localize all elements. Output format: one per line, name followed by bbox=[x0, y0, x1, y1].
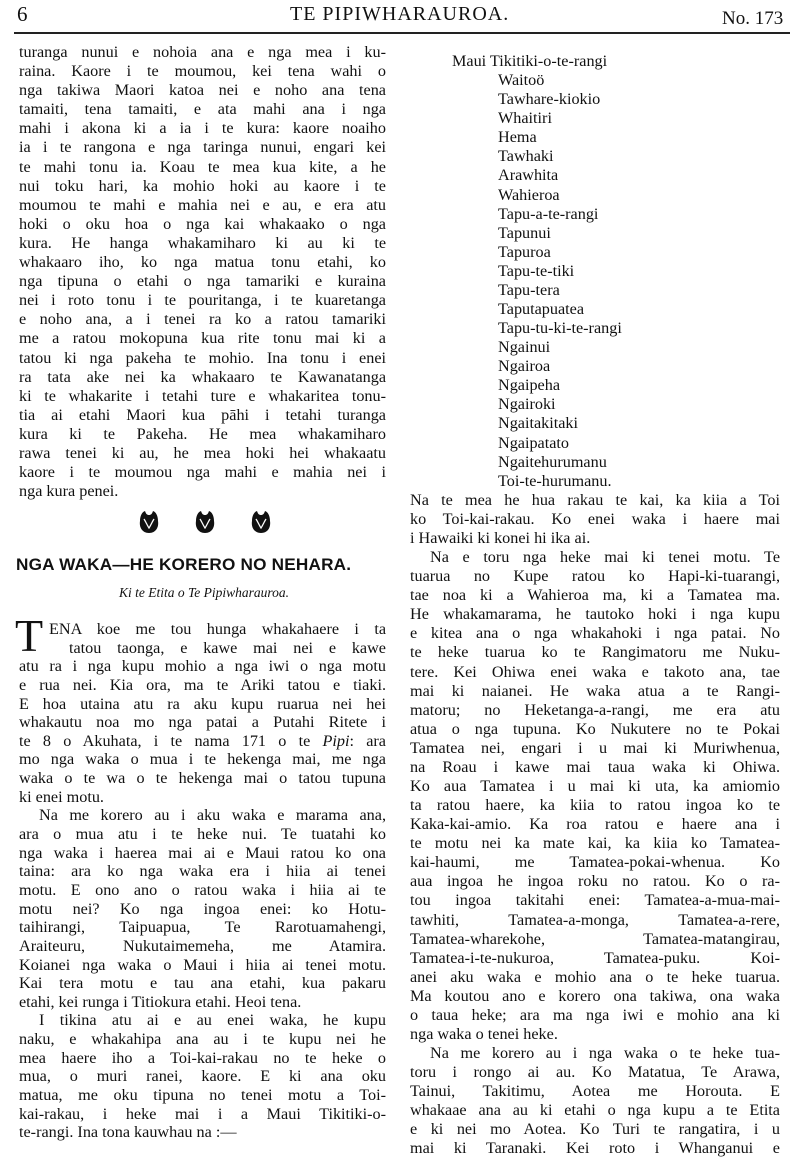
text-line: ko Toi-kai-rakau. Ko enei waka i haere mai bbox=[410, 509, 780, 528]
left-column-top bbox=[19, 43, 386, 501]
page-number: 6 bbox=[17, 2, 28, 26]
text-line: Ko aua Tamatea i u mai ki uta, ka amiomio bbox=[410, 776, 780, 795]
text-line: Na me korero au i nga waka o te heke tua- bbox=[430, 1044, 780, 1063]
text-line: kura ki te Pakeha. He mea whakamiharo bbox=[19, 424, 386, 443]
paragraph bbox=[410, 1044, 780, 1158]
paragraph bbox=[19, 43, 386, 501]
text-line: tere. Kei Ohiwa enei waka e takoto ana, tae bbox=[410, 662, 780, 681]
text-line: kai-haumi, me Tamatea-pokai-whenua. Ko bbox=[410, 853, 780, 872]
text-line: toru i rongo ai au. Ko Matatua, Te Arawa, bbox=[410, 1063, 780, 1082]
text-line: te mahi tonu ia. Koau te mea kua kite, a he bbox=[19, 157, 386, 176]
text-line: e noho ana, a i tenei ra ko a ratou tamariki bbox=[19, 310, 386, 329]
genealogy-item: Tapu-tera bbox=[498, 280, 560, 299]
text-line: mai ki naianei. He waka atua a te Rangi- bbox=[410, 681, 780, 700]
ornament-divider bbox=[0, 510, 400, 534]
text-line: nga kura penei. bbox=[19, 482, 119, 501]
text-line: Kai tera motu e tau ana etahi, kua pakaru bbox=[19, 974, 386, 993]
text-line: tawhiti, Tamatea-a-monga, Tamatea-a-rere, bbox=[410, 910, 780, 929]
text-line: E hoa utaina atu ra aku kupu ruarua nei hei bbox=[19, 694, 386, 713]
genealogy-item: Ngaipatato bbox=[498, 433, 570, 452]
text-line bbox=[19, 732, 386, 751]
text-line: tuarua no Kupe ratou ko Hapi-ki-tuarangi, bbox=[410, 567, 780, 586]
text-line: rawa tenei ki au, he mea hoki hei whakaatu bbox=[19, 443, 386, 462]
text-line: e ki nei mo Aotea. Ko Turi te rangatira, i u bbox=[410, 1120, 780, 1139]
text-line: kaore i te moumou nga mahi e mahia nei i bbox=[19, 463, 386, 482]
text-line: mea haere iho a Toi-kai-rakau no te heke o bbox=[19, 1048, 386, 1067]
text-line: Kaka-kai-amio. Ka roa ratou e haere ana i bbox=[410, 815, 780, 834]
paragraph bbox=[410, 491, 780, 548]
genealogy-item: Tapu-a-te-rangi bbox=[498, 204, 599, 223]
text-line: taina: ara ko nga waka era i hiia ai tenei bbox=[19, 862, 386, 881]
genealogy-item: Wahieroa bbox=[498, 185, 560, 204]
text-line: mua, o muri ranei, kaore. E ki ana oku bbox=[19, 1067, 386, 1086]
text-line: tatou ki nga pakeha te mohio. Ina tonu i enei bbox=[19, 348, 386, 367]
text-line: atua o nga tupuna. Ko Nukutere no te Pokai bbox=[410, 719, 780, 738]
text-line: nga waka i haerea mai ai e Maui ratou ko ona bbox=[19, 843, 386, 862]
genealogy-item: Ngainui bbox=[498, 338, 551, 357]
text-line: Na te mea he hua rakau te kai, ka kiia a Toi bbox=[410, 490, 780, 509]
genealogy-item: Ngaitakitaki bbox=[498, 414, 579, 433]
text-line: taihirangi, Taipuapua, Te Rarotuamahengi, bbox=[19, 918, 386, 937]
text-line: te heke tuarua ko te Rangimatoru me Nuku- bbox=[410, 643, 780, 662]
text-line: aua ingoa he ingoa roku no ratou. Ko o ra- bbox=[410, 872, 780, 891]
text-line: ia i te rangona e nga taringa nunui, engari kei bbox=[19, 138, 386, 157]
paragraph bbox=[19, 806, 386, 1011]
text-line: nga waka o tenei heke. bbox=[410, 1024, 558, 1043]
genealogy-item: Ngaipeha bbox=[498, 376, 561, 395]
text-line: te motu nei ka mate kai, ka kiia ko Tamatea- bbox=[410, 834, 780, 853]
right-column bbox=[410, 52, 780, 1159]
text-line: Na me korero au i aku waka e marama ana, bbox=[39, 806, 386, 825]
drop-cap: T bbox=[15, 610, 44, 661]
header-rule bbox=[14, 32, 790, 34]
text-line: moumou te mahi e mahia nei e au, e era atu bbox=[19, 195, 386, 214]
text-line: I tikina atu ai e au enei waka, he kupu bbox=[39, 1011, 386, 1030]
text-line: tatou taonga, e kawe mai nei e kawe bbox=[69, 638, 386, 657]
paragraph bbox=[19, 620, 386, 806]
text-line: ta ratou haere, ka kiia to ratou ingoa ko te bbox=[410, 796, 780, 815]
text-line: ki enei motu. bbox=[19, 787, 104, 806]
paragraph bbox=[19, 1011, 386, 1141]
text-line: ENA koe me tou hunga whakahaere i ta bbox=[49, 620, 386, 638]
text-line: kai-rakau, i heke mai i a Maui Tikitiki-o- bbox=[19, 1104, 386, 1123]
genealogy-item: Hema bbox=[498, 128, 537, 147]
text-line: hoki o oku hoa o nga kai whakaako o nga bbox=[19, 214, 386, 233]
text-line: Tamatea-i-te-nukuroa, Tamatea-puku. Koi- bbox=[410, 948, 780, 967]
newspaper-title: TE PIPIWHARAUROA. bbox=[290, 3, 510, 25]
genealogy-item: Whaitiri bbox=[498, 109, 552, 128]
text-line: tia ai etahi Maori kua pāhi i tetahi turanga bbox=[19, 405, 386, 424]
text-line: atu ra i nga kupu mohio a nga iwi o nga motu bbox=[19, 657, 386, 676]
genealogy-item: Waitoö bbox=[498, 71, 545, 90]
text-line: e kitea ana o nga whakahoki i nga patai. No bbox=[410, 624, 780, 643]
text-line: Tainui, Takitimu, Aotea me Horouta. E bbox=[410, 1082, 780, 1101]
text-line: He whakamarama, he tautoko hoki i nga kupu bbox=[410, 605, 780, 624]
genealogy-item: Ngairoki bbox=[498, 395, 556, 414]
text-line: e rua nei. Kia ora, ma te Ariki tatou e tiaki. bbox=[19, 675, 386, 694]
text-line: tamaiti, tena tamaiti, e ata mahi ana i nga bbox=[19, 100, 386, 119]
text-line: nga takiwa Maori katoa nei e noho ana tena bbox=[19, 81, 386, 100]
text-line: tou ingoa takitahi enei: Tamatea-a-mua-mai- bbox=[410, 891, 780, 910]
text-line: ki te whakarite i tetahi ture e whakaritea tonu- bbox=[19, 386, 386, 405]
genealogy-item: Toi-te-hurumanu. bbox=[498, 471, 612, 490]
text-line: tae noa ki a Wahieroa ma, ki a Tamatea ma. bbox=[410, 586, 780, 605]
flower-ornament-icon bbox=[250, 510, 272, 534]
text-line: ra tata ake nei ka whakaaro te Kawanatanga bbox=[19, 367, 386, 386]
text-line: na Roau i kawe mai taua waka ki Ohiwa. bbox=[410, 757, 780, 776]
text-line: motu nei? Ko nga ingoa enei: ko Hotu- bbox=[19, 899, 386, 918]
text-line: o taua heke; ara ma nga iwi e mohio ana ki bbox=[410, 1005, 780, 1024]
text-line: anei aku waka e mohio ana o te heke tuarua. bbox=[410, 967, 780, 986]
text-line: nui toku hari, ka mohio hoki au kaore i te bbox=[19, 176, 386, 195]
genealogy-root: Maui Tikitiki-o-te-rangi bbox=[452, 52, 608, 70]
genealogy-item: Ngaitehurumanu bbox=[498, 452, 607, 471]
text-line: matoru; no Heketanga-a-rangi, me era atu bbox=[410, 700, 780, 719]
paragraph bbox=[410, 548, 780, 1044]
text-line: nga tipuna o etahi o nga tamariki e kuraina bbox=[19, 272, 386, 291]
genealogy-item: Ngairoa bbox=[498, 357, 551, 376]
text-line: Araiteuru, Nukutaimemeha, me Atamira. bbox=[19, 936, 386, 955]
text-line: Na e toru nga heke mai ki tenei motu. Te bbox=[430, 548, 780, 567]
text-line: etahi, kei runga i Titiokura etahi. Heoi tena. bbox=[19, 992, 302, 1011]
text-line: whakautu noa mo nga patai a Putahi Ritete i bbox=[19, 713, 386, 732]
text-line: ara o mua atu i te heke nui. Te tuatahi ko bbox=[19, 825, 386, 844]
text-line: mo nga waka o mua i te hekenga mai, me nga bbox=[19, 750, 386, 769]
flower-ornament-icon bbox=[194, 510, 216, 534]
flower-ornament-icon bbox=[138, 510, 160, 534]
italic-text: Pipi bbox=[322, 731, 350, 750]
article-heading: NGA WAKA—HE KORERO NO NEHARA. bbox=[16, 556, 352, 574]
genealogy-item: Tawhaki bbox=[498, 147, 554, 166]
text-line: i Hawaiki ki konei hi ika ai. bbox=[410, 528, 591, 547]
text-line: whakaae ana au ki etahi o nga kupu a te Etita bbox=[410, 1101, 780, 1120]
text-line: Tamatea nei, engari i u mai ki Muriwhenua, bbox=[410, 738, 780, 757]
genealogy-list bbox=[410, 52, 780, 491]
text-line: turanga nunui e nohoia ana e nga mea i ku- bbox=[19, 43, 386, 61]
text-line: Koianei nga waka o Maui i hiia ai tenei motu. bbox=[19, 955, 386, 974]
text-line: matua, me oku tipuna no tenei motu a Toi- bbox=[19, 1086, 386, 1105]
text-segment: te 8 o Akuhata, i te nama 171 o te bbox=[19, 731, 323, 750]
genealogy-item: Tapuroa bbox=[498, 242, 551, 261]
text-line: kura. He hanga whakamiharo ki au ki te bbox=[19, 233, 386, 252]
genealogy-item: Arawhita bbox=[498, 166, 559, 185]
genealogy-item: Tapu-te-tiki bbox=[498, 261, 575, 280]
text-line: whakaaro iho, ko nga matua tonu etahi, ko bbox=[19, 253, 386, 272]
genealogy-item: Taputapuatea bbox=[498, 300, 585, 319]
text-line: me a ratou mokopuna kua rite tonu mai ki a bbox=[19, 329, 386, 348]
text-line: Tamatea-wharekohe, Tamatea-matangirau, bbox=[410, 929, 780, 948]
text-line: mai ki Taranaki. Kei roto i Whanganui e bbox=[410, 1139, 780, 1158]
genealogy-item: Tapunui bbox=[498, 223, 551, 242]
text-line: Ma koutou ano e korero ona takiwa, ona waka bbox=[410, 986, 780, 1005]
issue-number: No. 173 bbox=[722, 8, 784, 29]
text-line: naku, e whakahipa ana au i te kupu nei he bbox=[19, 1030, 386, 1049]
article-subtitle: Ki te Etita o Te Pipiwharauroa. bbox=[118, 585, 289, 600]
text-segment: : ara bbox=[349, 731, 386, 750]
text-line: motu. E ono ano o ratou waka i hiia ai te bbox=[19, 880, 386, 899]
text-line: te-rangi. Ina tona kauwhau na :— bbox=[19, 1123, 237, 1142]
text-line: waka o te wa o te hekenga mai o tatou tupuna bbox=[19, 769, 386, 788]
right-column-text bbox=[410, 491, 780, 1159]
genealogy-item: Tawhare-kiokio bbox=[498, 90, 601, 109]
left-column-article bbox=[19, 620, 386, 1142]
text-line: raina. Kaore i te moumou, kei tena wahi o bbox=[19, 62, 386, 81]
text-line: nei i roto tonu i te pouritanga, i te kuaretanga bbox=[19, 291, 386, 310]
text-line: mahi i akona ki a ia i te kura: kaore noaiho bbox=[19, 119, 386, 138]
genealogy-item: Tapu-tu-ki-te-rangi bbox=[498, 319, 622, 338]
